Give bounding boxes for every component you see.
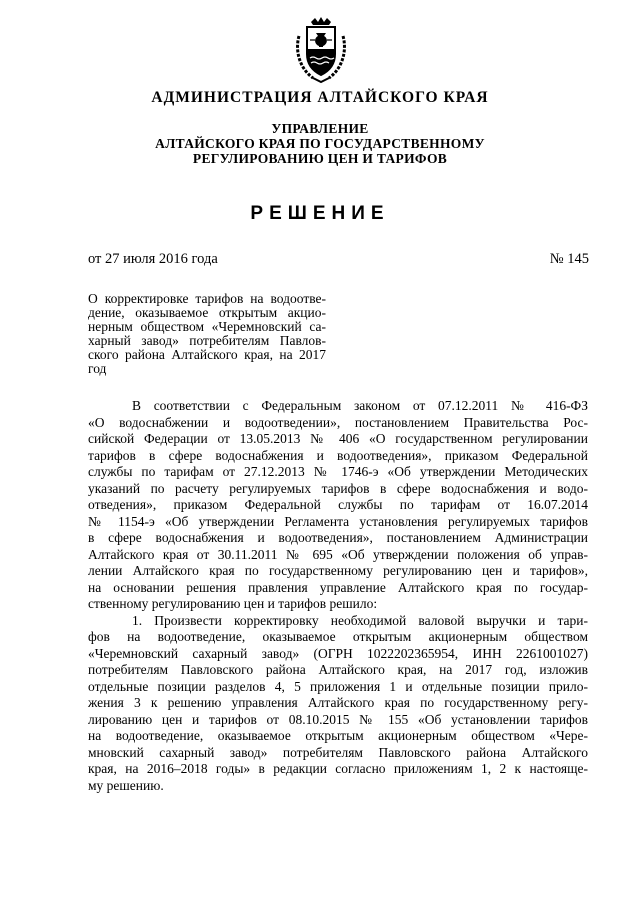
department-title-line: УПРАВЛЕНИЕ	[271, 121, 369, 136]
body-line: тарифов в сфере водоснабжения и водоотведения», приказом Федеральной	[88, 447, 588, 463]
document-body	[88, 398, 588, 794]
administration-title: АДМИНИСТРАЦИЯ АЛТАЙСКОГО КРАЯ	[151, 89, 489, 106]
subject-line: дение, оказываемое открытым акцио-	[88, 305, 326, 320]
department-title	[0, 121, 640, 166]
body-line: В соответствии с Федеральным законом от 07.12.2011 № 416-ФЗ	[132, 398, 588, 413]
body-line: мновский сахарный завод» потребителям Павловского района Алтайского	[88, 744, 588, 760]
body-line: потребителям Павловского района Алтайского края, на 2017 год, изложив	[88, 662, 588, 677]
body-line: сийской Федерации от 13.05.2013 № 406 «О государственном регулировании	[88, 431, 588, 446]
subject-line: О корректировке тарифов на водоотве-	[88, 291, 326, 306]
subject-line: харный завод» потребителям Павлов-	[88, 333, 326, 348]
body-line: отведения», приказом Федеральной службы по тарифам от 16.07.2014	[88, 497, 588, 512]
body-line: му решению.	[88, 777, 164, 793]
body-line: отдельные позиции разделов 4, 5 приложения 1 и отдельные позиции прило-	[88, 678, 588, 694]
body-line: края, на 2016–2018 годы» в редакции согласно приложениям 1, 2 к настояще-	[88, 761, 588, 776]
subject-line: нерным обществом «Черемновский са-	[88, 319, 326, 334]
body-line: службы по тарифам от 27.12.2013 № 1746-э «Об утверждении Методических	[88, 464, 588, 479]
document-date: от 27 июля 2016 года	[88, 251, 218, 267]
body-line: указаний по расчету регулируемых тарифов в сфере водоснабжения и водо-	[88, 480, 588, 496]
department-title-line: РЕГУЛИРОВАНИЮ ЦЕН И ТАРИФОВ	[192, 151, 448, 166]
body-line: № 1154-э «Об утверждении Регламента установления регулируемых тарифов	[88, 513, 588, 529]
body-line: «Черемновский сахарный завод» (ОГРН 1022202365954, ИНН 2261001027)	[88, 645, 588, 661]
department-title-line: АЛТАЙСКОГО КРАЯ ПО ГОСУДАРСТВЕННОМУ	[155, 136, 485, 151]
body-line: в сфере водоснабжения и водоотведения», постановлением Администрации	[88, 530, 588, 545]
body-line: Алтайского края от 30.11.2011 № 695 «Об утверждении положения об управ-	[88, 546, 588, 562]
body-line: «О водоснабжении и водоотведении», постановлением Правительства Рос-	[88, 414, 588, 430]
body-line: фов на водоотведение, оказываемое открытым акционерным обществом	[88, 629, 588, 644]
subject-line: год	[88, 361, 107, 376]
body-line: на основании решения правления управление Алтайского края по государ-	[88, 579, 588, 595]
body-line: на водоотведение, оказываемое открытым акционерным обществом «Чере-	[88, 728, 588, 743]
document-number: № 145	[549, 251, 589, 267]
body-line: лированию цен и тарифов от 08.10.2015 № 155 «Об установлении тарифов	[88, 711, 588, 727]
document-type-title: РЕШЕНИЕ	[250, 203, 390, 224]
coat-of-arms-icon	[289, 16, 353, 84]
body-line: жения 3 к решению управления Алтайского края по государственному регу-	[88, 695, 588, 710]
body-line: 1. Произвести корректировку необходимой валовой выручки и тари-	[132, 612, 588, 628]
subject-line: ского района Алтайского края, на 2017	[88, 347, 326, 362]
document-subject	[88, 292, 326, 376]
body-line: ственному регулированию цен и тарифов решило:	[88, 596, 378, 611]
body-line: лении Алтайского края по государственному регулированию цен и тарифов»,	[88, 563, 588, 578]
